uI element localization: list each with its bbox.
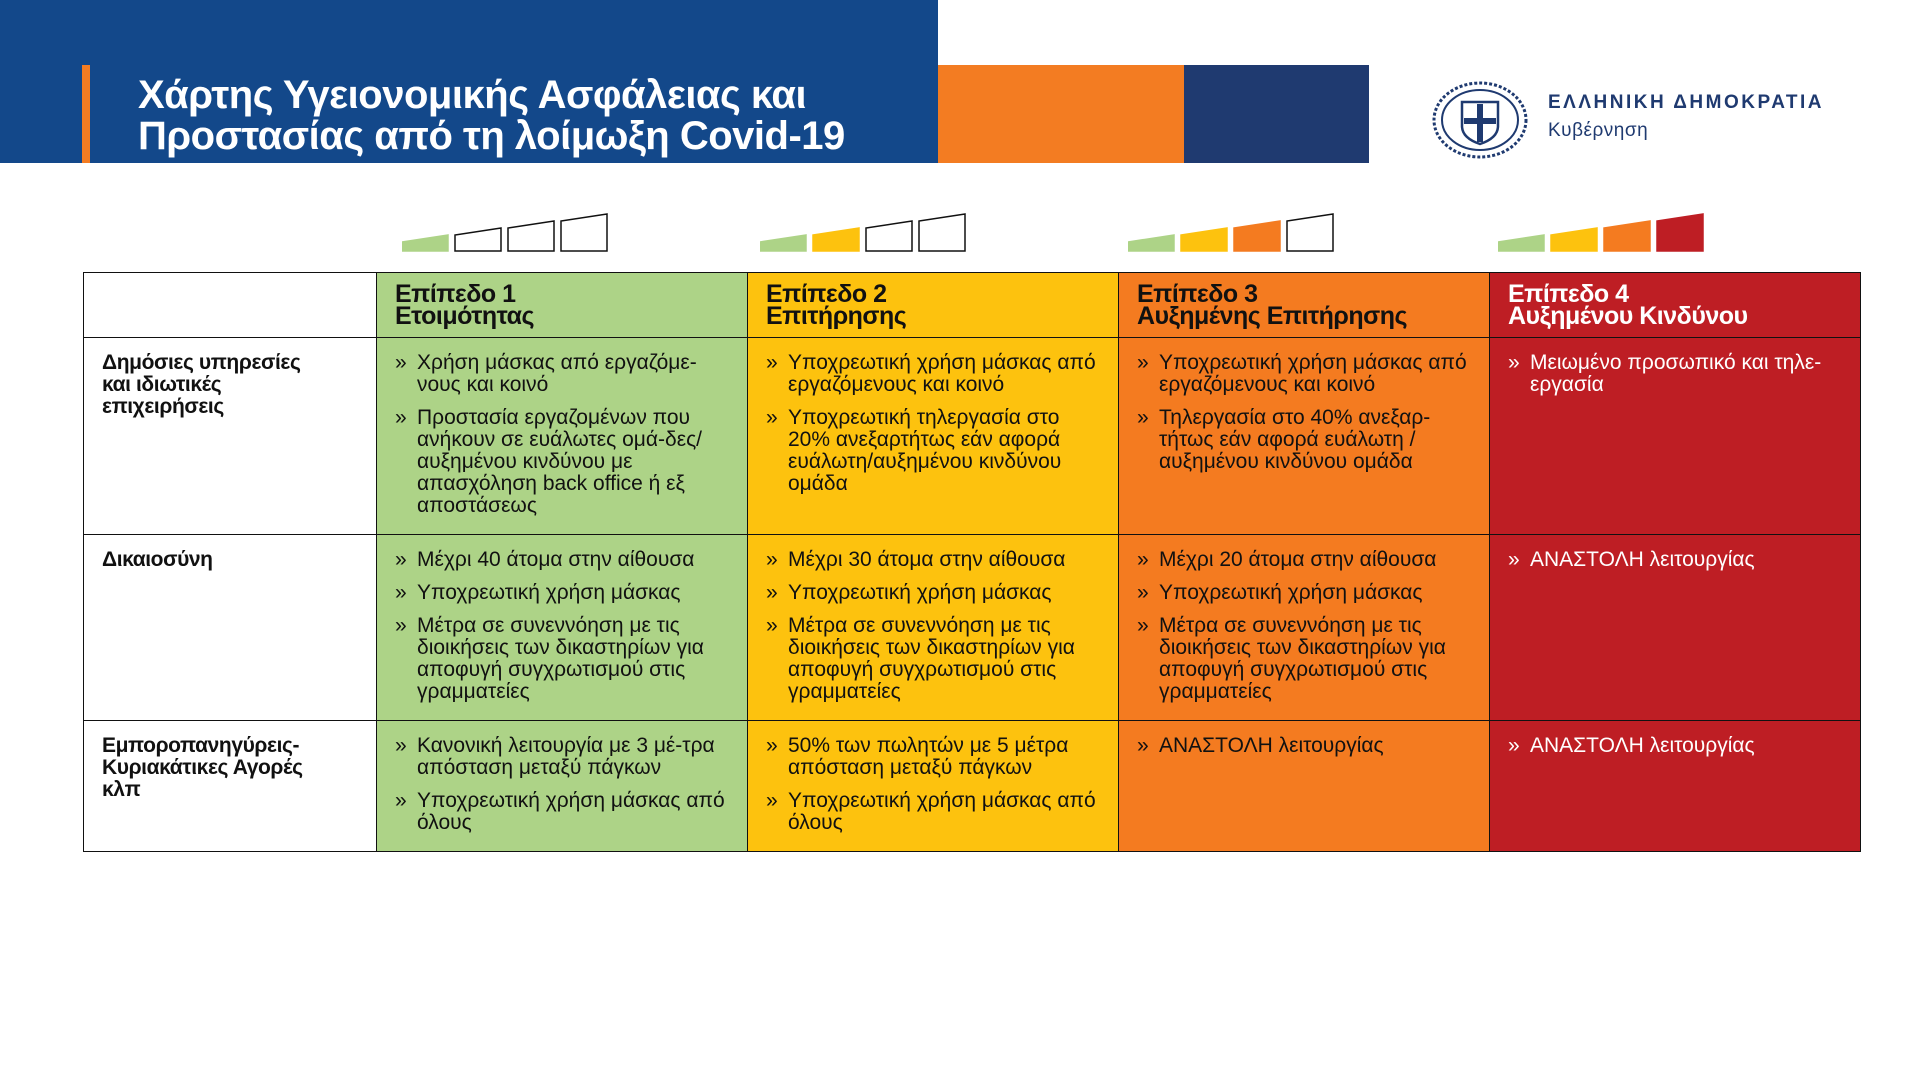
bullet-mark: » bbox=[766, 406, 778, 429]
list-item bbox=[766, 582, 1100, 604]
bullet-mark: » bbox=[766, 548, 778, 571]
greek-emblem-icon bbox=[1430, 80, 1530, 160]
level-4-title: Επίπεδο 4 bbox=[1508, 280, 1629, 308]
measure-text: Μειωμένο προσωπικό και τηλε-εργασία bbox=[1530, 351, 1822, 396]
gov-name: ΕΛΛΗΝΙΚΗ ΔΗΜΟΚΡΑΤΙΑ bbox=[1548, 92, 1824, 113]
list-item bbox=[1508, 352, 1842, 396]
list-item bbox=[766, 407, 1100, 495]
cell-level-4 bbox=[1490, 338, 1861, 535]
bullet-mark: » bbox=[395, 614, 407, 637]
measure-text: Χρήση μάσκας από εργαζόμε-νους και κοινό bbox=[417, 351, 697, 396]
level-4-indicator bbox=[1498, 213, 1714, 253]
cell-level-1 bbox=[377, 721, 748, 852]
list-item bbox=[395, 615, 729, 703]
list-item bbox=[1137, 549, 1471, 571]
measure-text: Υποχρεωτική χρήση μάσκας bbox=[417, 581, 681, 604]
level-2-subtitle: Επιτήρησης bbox=[766, 302, 907, 330]
table-header-row bbox=[84, 273, 1861, 338]
measure-text: 50% των πωλητών με 5 μέτρα απόσταση μεταξύ πάγκων bbox=[788, 734, 1069, 779]
level-4-indicator-svg bbox=[1498, 213, 1714, 253]
row-label-line: Κυριακάτικες Αγορές bbox=[102, 756, 303, 779]
row-label-line: Εμποροπανηγύρεις- bbox=[102, 734, 300, 757]
level-2-indicator bbox=[760, 213, 976, 253]
measure-text: Κανονική λειτουργία με 3 μέ-τρα απόσταση μεταξύ πάγκων bbox=[417, 734, 715, 779]
level-1-bar-1 bbox=[402, 235, 448, 251]
level-3-bar-1 bbox=[1128, 235, 1174, 251]
cell-level-2 bbox=[748, 721, 1119, 852]
list-item bbox=[766, 615, 1100, 703]
list-item bbox=[1137, 582, 1471, 604]
measure-text: Μέτρα σε συνεννόηση με τις διοικήσεις των δικαστηρίων για αποφυγή συγχρωτισμού στις γραμματείες bbox=[788, 614, 1075, 703]
level-1-subtitle: Ετοιμότητας bbox=[395, 302, 534, 330]
level-2-bar-1 bbox=[760, 235, 806, 251]
cell-level-2 bbox=[748, 535, 1119, 721]
table-row bbox=[84, 721, 1861, 852]
list-item bbox=[395, 735, 729, 779]
measure-text: Προστασία εργαζομένων που ανήκουν σε ευάλωτες ομά-δες/αυξημένου κινδύνου με απασχόληση back office ή εξ αποστάσεως bbox=[417, 406, 703, 517]
list-item bbox=[395, 790, 729, 834]
level-3-indicator bbox=[1128, 213, 1344, 253]
bullet-mark: » bbox=[1137, 734, 1149, 757]
measure-text: Υποχρεωτική χρήση μάσκας bbox=[1159, 581, 1423, 604]
level-1-indicator bbox=[402, 213, 618, 253]
level-2-bar-2 bbox=[813, 228, 859, 251]
list-item bbox=[766, 735, 1100, 779]
measure-text: Μέχρι 40 άτομα στην αίθουσα bbox=[417, 548, 695, 571]
measure-text: Υποχρεωτική χρήση μάσκας bbox=[788, 581, 1052, 604]
list-item bbox=[1137, 407, 1471, 473]
level-1-indicator-svg bbox=[402, 213, 618, 253]
level-2-bar-3 bbox=[866, 221, 912, 251]
bullet-mark: » bbox=[1137, 406, 1149, 429]
cell-level-1 bbox=[377, 535, 748, 721]
level-3-indicator-svg bbox=[1128, 213, 1344, 253]
list-item bbox=[1137, 735, 1471, 757]
list-item bbox=[395, 352, 729, 396]
table-row bbox=[84, 535, 1861, 721]
bullet-mark: » bbox=[395, 789, 407, 812]
page-title-line-1: Χάρτης Υγειονομικής Ασφάλειας και bbox=[138, 73, 807, 117]
level-4-bar-4 bbox=[1657, 214, 1703, 251]
bullet-mark: » bbox=[395, 734, 407, 757]
level-3-header bbox=[1119, 273, 1490, 338]
cell-level-2 bbox=[748, 338, 1119, 535]
level-1-header bbox=[377, 273, 748, 338]
gov-subtitle: Κυβέρνηση bbox=[1548, 120, 1649, 141]
measure-text: Υποχρεωτική χρήση μάσκας από όλους bbox=[788, 789, 1096, 834]
bullet-mark: » bbox=[766, 789, 778, 812]
bullet-mark: » bbox=[1508, 351, 1520, 374]
level-1-bar-3 bbox=[508, 221, 554, 251]
level-4-bar-2 bbox=[1551, 228, 1597, 251]
bullet-mark: » bbox=[1137, 581, 1149, 604]
measure-text: Υποχρεωτική χρήση μάσκας από εργαζόμενους και κοινό bbox=[788, 351, 1096, 396]
level-1-bar-2 bbox=[455, 228, 501, 251]
bullet-mark: » bbox=[395, 548, 407, 571]
bullet-mark: » bbox=[395, 351, 407, 374]
cell-level-3 bbox=[1119, 338, 1490, 535]
measure-text: Υποχρεωτική χρήση μάσκας από εργαζόμενους και κοινό bbox=[1159, 351, 1467, 396]
level-4-header bbox=[1490, 273, 1861, 338]
level-2-header bbox=[748, 273, 1119, 338]
measures-table bbox=[83, 272, 1861, 852]
level-4-subtitle: Αυξημένου Κινδύνου bbox=[1508, 302, 1748, 330]
cell-level-3 bbox=[1119, 535, 1490, 721]
list-item bbox=[395, 582, 729, 604]
measure-text: Υποχρεωτική τηλεργασία στο 20% ανεξαρτήτως εάν αφορά ευάλωτη/αυξημένου κινδύνου ομάδα bbox=[788, 406, 1062, 495]
bullet-mark: » bbox=[1508, 548, 1520, 571]
level-1-title: Επίπεδο 1 bbox=[395, 280, 516, 308]
measure-text: Τηλεργασία στο 40% ανεξαρ-τήτως εάν αφορά ευάλωτη / αυξημένου κινδύνου ομάδα bbox=[1159, 406, 1431, 473]
table-row bbox=[84, 338, 1861, 535]
list-item bbox=[1137, 352, 1471, 396]
row-label-markets bbox=[84, 721, 377, 852]
bullet-mark: » bbox=[766, 351, 778, 374]
page-title bbox=[138, 75, 845, 157]
level-3-bar-2 bbox=[1181, 228, 1227, 251]
list-item bbox=[395, 407, 729, 517]
list-item bbox=[766, 549, 1100, 571]
bullet-mark: » bbox=[766, 581, 778, 604]
level-3-subtitle: Αυξημένης Επιτήρησης bbox=[1137, 302, 1408, 330]
cell-level-4 bbox=[1490, 535, 1861, 721]
measure-text: Μέτρα σε συνεννόηση με τις διοικήσεις των δικαστηρίων για αποφυγή συγχρωτισμού στις γραμματείες bbox=[1159, 614, 1446, 703]
page-title-line-2: Προστασίας από τη λοίμωξη Covid-19 bbox=[138, 114, 845, 158]
bullet-mark: » bbox=[1137, 614, 1149, 637]
level-2-title: Επίπεδο 2 bbox=[766, 280, 887, 308]
row-label-line: και ιδιωτικές bbox=[102, 373, 222, 396]
bullet-mark: » bbox=[766, 734, 778, 757]
measure-text: Μέχρι 30 άτομα στην αίθουσα bbox=[788, 548, 1066, 571]
measure-text: ΑΝΑΣΤΟΛΗ λειτουργίας bbox=[1530, 548, 1755, 571]
level-1-bar-4 bbox=[561, 214, 607, 251]
row-label-public-services bbox=[84, 338, 377, 535]
level-3-bar-3 bbox=[1234, 221, 1280, 251]
bullet-mark: » bbox=[395, 406, 407, 429]
row-label-line: επιχειρήσεις bbox=[102, 395, 224, 418]
cell-level-1 bbox=[377, 338, 748, 535]
bullet-mark: » bbox=[1137, 548, 1149, 571]
row-label-line: Δημόσιες υπηρεσίες bbox=[102, 351, 301, 374]
list-item bbox=[395, 549, 729, 571]
cell-level-3 bbox=[1119, 721, 1490, 852]
row-label-justice bbox=[84, 535, 377, 721]
measure-text: Υποχρεωτική χρήση μάσκας από όλους bbox=[417, 789, 725, 834]
list-item bbox=[766, 352, 1100, 396]
level-4-bar-3 bbox=[1604, 221, 1650, 251]
header-accent-bar bbox=[82, 65, 90, 163]
row-label-line: κλπ bbox=[102, 778, 141, 801]
bullet-mark: » bbox=[766, 614, 778, 637]
level-2-indicator-svg bbox=[760, 213, 976, 253]
bullet-mark: » bbox=[1508, 734, 1520, 757]
government-logo-text bbox=[1548, 92, 1824, 142]
corner-cell bbox=[84, 273, 377, 338]
bullet-mark: » bbox=[395, 581, 407, 604]
cell-level-4 bbox=[1490, 721, 1861, 852]
list-item bbox=[766, 790, 1100, 834]
level-3-bar-4 bbox=[1287, 214, 1333, 251]
level-4-bar-1 bbox=[1498, 235, 1544, 251]
bullet-mark: » bbox=[1137, 351, 1149, 374]
list-item bbox=[1508, 735, 1842, 757]
row-label-line: Δικαιοσύνη bbox=[102, 548, 213, 571]
level-3-title: Επίπεδο 3 bbox=[1137, 280, 1258, 308]
list-item bbox=[1508, 549, 1842, 571]
level-2-bar-4 bbox=[919, 214, 965, 251]
measure-text: ΑΝΑΣΤΟΛΗ λειτουργίας bbox=[1530, 734, 1755, 757]
measure-text: ΑΝΑΣΤΟΛΗ λειτουργίας bbox=[1159, 734, 1384, 757]
measure-text: Μέτρα σε συνεννόηση με τις διοικήσεις των δικαστηρίων για αποφυγή συγχρωτισμού στις γραμματείες bbox=[417, 614, 704, 703]
measure-text: Μέχρι 20 άτομα στην αίθουσα bbox=[1159, 548, 1437, 571]
list-item bbox=[1137, 615, 1471, 703]
header-navy-block bbox=[1184, 65, 1369, 163]
header-orange-block bbox=[938, 65, 1184, 163]
